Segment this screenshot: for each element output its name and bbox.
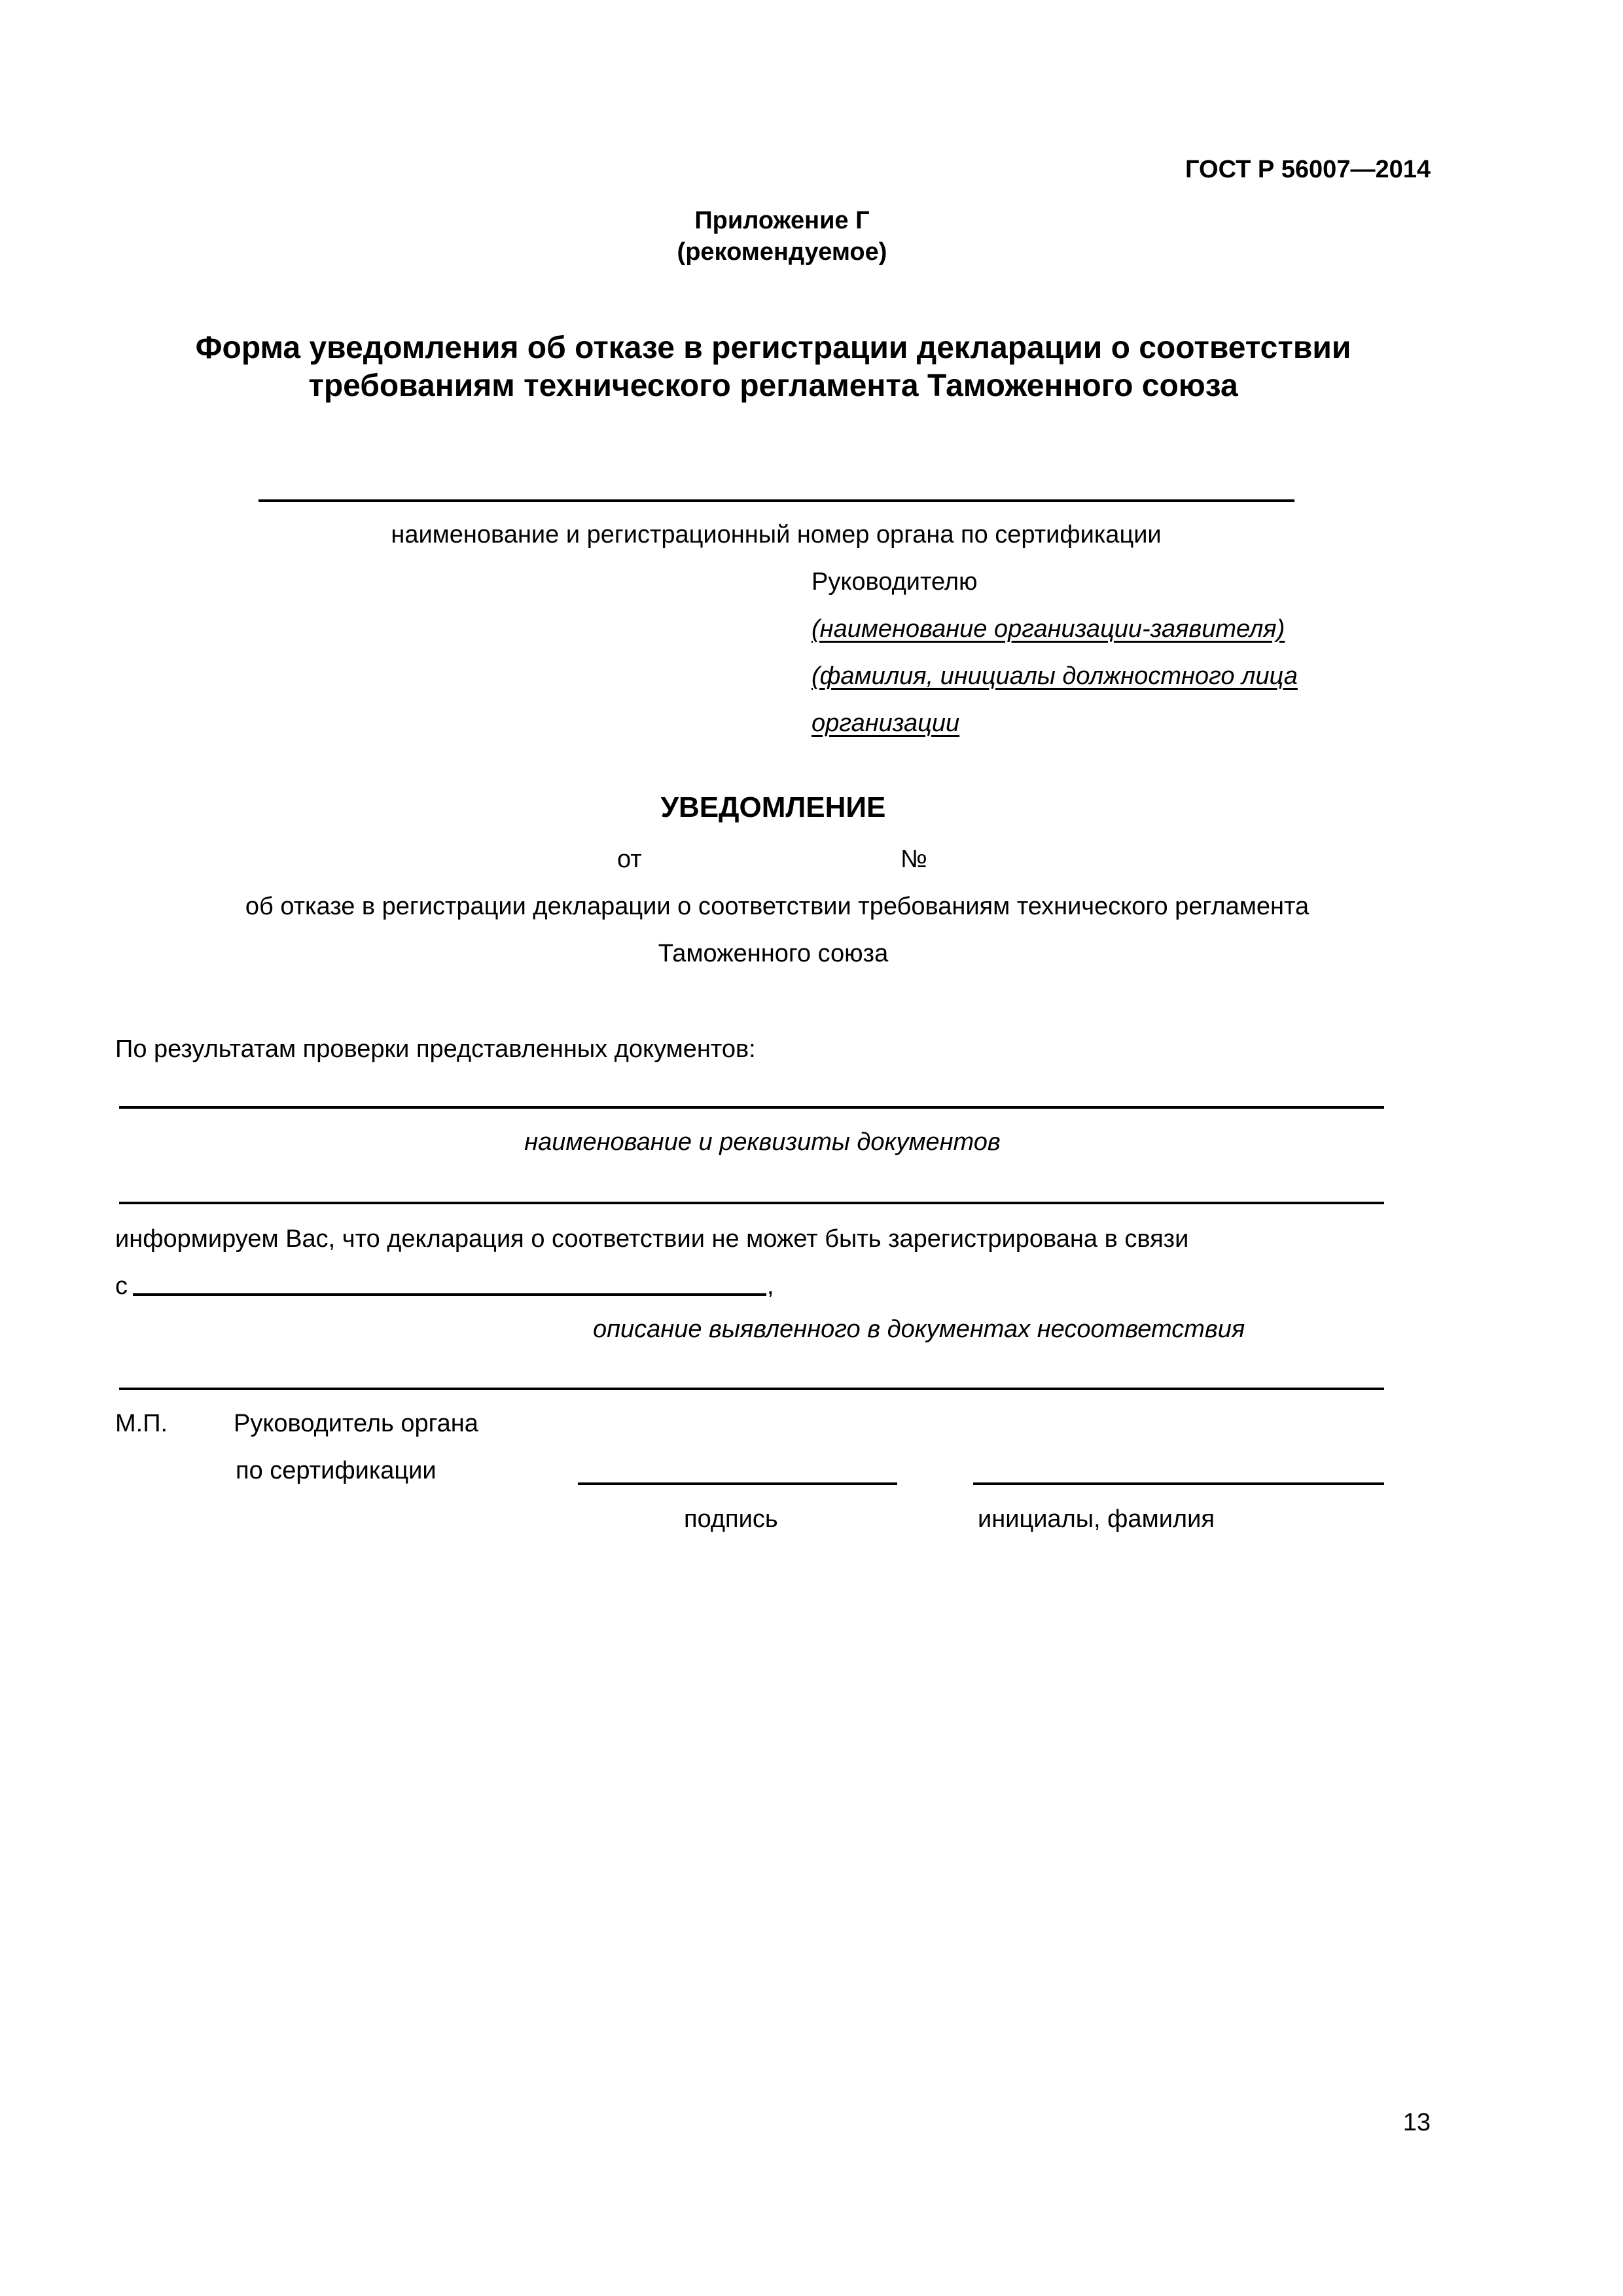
signature-caption: подпись <box>684 1505 778 1533</box>
reason-caption: описание выявленного в документах несоответствия <box>593 1316 1245 1343</box>
notice-subject-line-2: Таможенного союза <box>658 940 889 967</box>
documents-caption: наименование и реквизиты документов <box>524 1128 1001 1156</box>
documents-line-2 <box>119 1202 1384 1204</box>
signatory-title-line-2: по сертификации <box>236 1457 437 1484</box>
reason-suffix: , <box>767 1272 774 1300</box>
signature-line <box>578 1482 897 1485</box>
inform-text: информируем Вас, что декларация о соответствии не может быть зарегистрирована в связи <box>115 1225 1189 1253</box>
addressee-official-name-cont: организации <box>812 709 960 737</box>
reason-line-2 <box>119 1388 1384 1390</box>
reason-prefix: с <box>115 1272 128 1300</box>
addressee-official-name: (фамилия, инициалы должностного лица <box>812 662 1298 690</box>
authority-name-line <box>259 499 1294 502</box>
notice-title: УВЕДОМЛЕНИЕ <box>660 791 886 823</box>
page-number: 13 <box>1402 2109 1431 2136</box>
authority-caption: наименование и регистрационный номер органа по сертификации <box>391 521 1162 548</box>
addressee-line-1: Руководителю <box>812 568 978 596</box>
form-title-line-1: Форма уведомления об отказе в регистрации декларации о соответствии <box>195 331 1351 365</box>
documents-line <box>119 1106 1384 1109</box>
addressee-organization: (наименование организации-заявителя) <box>812 615 1285 643</box>
notice-date-label: от <box>617 846 642 873</box>
name-caption: инициалы, фамилия <box>978 1505 1215 1533</box>
stamp-label: М.П. <box>115 1410 168 1437</box>
documents-intro: По результатам проверки представленных документов: <box>115 1035 756 1063</box>
notice-subject-line-1: об отказе в регистрации декларации о соответствии требованиям технического регламента <box>245 893 1310 920</box>
appendix-title: Приложение Г <box>694 207 870 234</box>
form-title-line-2: требованиям технического регламента Таможенного союза <box>308 368 1238 403</box>
appendix-status: (рекомендуемое) <box>677 238 887 266</box>
notice-number-label: № <box>901 846 927 873</box>
name-line <box>973 1482 1384 1485</box>
standard-designation: ГОСТ Р 56007—2014 <box>1185 156 1431 183</box>
reason-line <box>133 1293 766 1296</box>
signatory-title-line-1: Руководитель органа <box>234 1410 478 1437</box>
